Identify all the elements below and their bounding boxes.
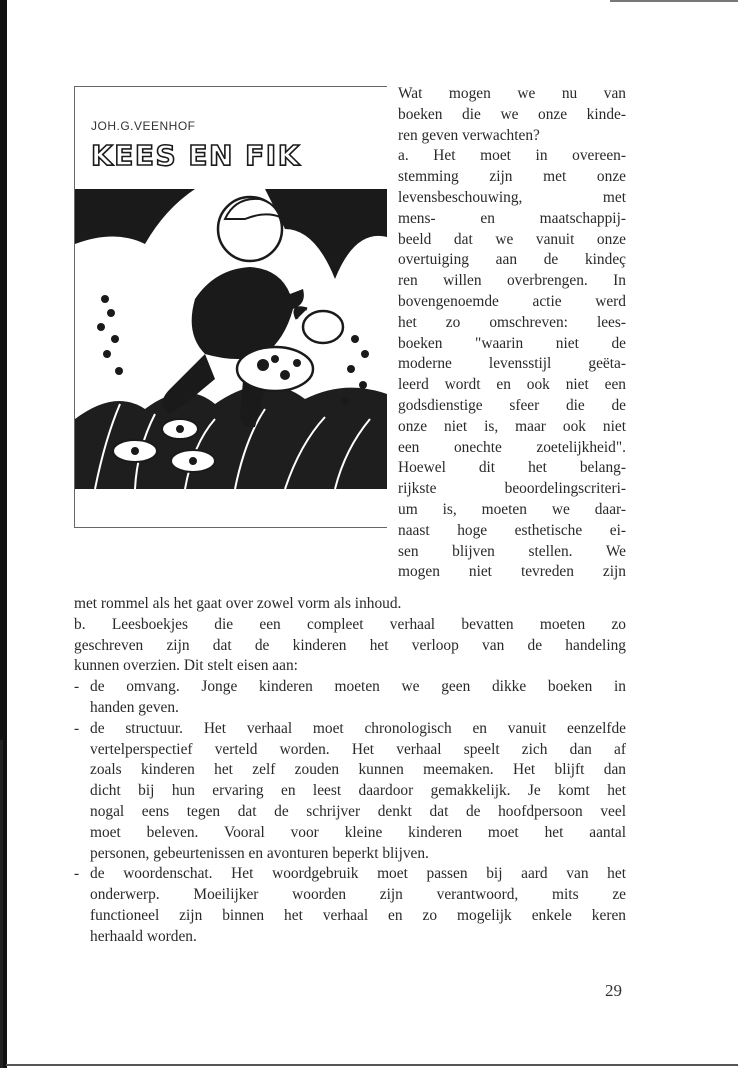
text-line: mogen niet tevreden zijn [398,563,626,581]
cover-illustration-boy-and-dog [75,189,387,489]
text-line [74,844,626,865]
text-line: um is, moeten we daar- [398,500,626,518]
bullet-dash: - [74,719,80,737]
line-text: met rommel als het gaat over zowel vorm als inhoud. [74,595,402,612]
text-line: beeld dat we vanuit onze [398,230,626,248]
line-text: herhaald worden. [90,927,197,945]
line-text: dicht bij hun ervaring en leest daardoor gemakkelijk. Je komt het [90,782,626,800]
text-line: mens- en maatschappij- [398,209,626,227]
line-text: nogal eens tegen dat de schrijver denkt dat de hoofdpersoon veel [90,802,626,820]
text-line: a. Het moet in overeen- [398,147,626,165]
text-line [74,802,626,823]
text-line: leerd wordt en ook niet een [398,376,626,394]
bullet-item-line [74,864,626,885]
text-line: levensbeschouwing, met [398,188,626,206]
cover-title: KEES EN FIK [91,139,301,172]
line-text: moet beleven. Vooral voor kleine kinderen moet het aantal [90,823,626,841]
text-line: godsdienstige sfeer die de [398,396,626,414]
book-cover-image [74,86,387,528]
scan-edge-left-lower [0,740,3,1068]
line-text: de omvang. Jonge kinderen moeten we geen dikke boeken in [90,678,626,696]
line-text: de woordenschat. Het woordgebruik moet passen bij aard van het [90,865,626,883]
text-line: ren willen overbrengen. In [398,272,626,290]
text-line [74,698,626,719]
line-text: kunnen overzien. Dit stelt eisen aan: [74,657,298,675]
page-number: 29 [605,981,622,1000]
text-line [74,594,626,615]
text-line [74,615,626,636]
text-line: stemming zijn met onze [398,168,626,186]
text-line [74,885,626,906]
line-text: geschreven zijn dat de kinderen het verloop van de handeling [74,636,626,654]
text-line: boeken die we onze kinde- [398,105,626,123]
text-line [74,906,626,927]
line-text: functioneel zijn binnen het verhaal en zo mogelijk enkele keren [90,906,626,924]
text-line [74,656,626,677]
text-line: ren geven verwachten? [398,126,540,144]
scan-edge-top [610,0,738,2]
text-line: rijkste beoordelingscriteri- [398,480,626,498]
text-line [74,760,626,781]
text-line: moderne levensstijl geëta- [398,355,626,373]
line-text: vertelperspectief verteld worden. Het verhaal speelt zich dan af [90,740,626,758]
text-line: Hoewel dit het belang- [398,459,626,477]
column-text [398,84,626,583]
text-line: overtuiging aan de kindeç [398,251,626,269]
text-line [74,781,626,802]
line-text: personen, gebeurtenissen en avonturen beperkt blijven. [90,844,429,862]
line-text: zoals kinderen het zelf zouden kunnen meemaken. Het blijft dan [90,761,626,779]
bullet-dash: - [74,678,80,696]
line-text: b. Leesboekjes die een compleet verhaal bevatten moeten zo [74,615,626,633]
text-line: het zo omschreven: lees- [398,313,626,331]
text-line [74,740,626,761]
text-line: boeken "waarin niet de [398,334,626,352]
text-line: sen blijven stellen. We [398,542,626,560]
text-line: naast hoge esthetische ei- [398,521,626,539]
cover-author: JOH.G.VEENHOF [91,119,196,133]
dark-sky-right [265,189,387,279]
text-line: bovengenoemde actie werd [398,292,626,310]
text-line [74,927,626,948]
text-line [74,636,626,657]
line-text: de structuur. Het verhaal moet chronologisch en vanuit eenzelfde [90,719,626,737]
dark-sky-left [75,189,195,244]
text-line [74,823,626,844]
scan-edge-bottom [6,1064,738,1066]
line-text: onderwerp. Moeilijker woorden zijn verantwoord, mits ze [90,886,626,904]
line-text: handen geven. [90,698,179,716]
full-width-text [74,594,626,948]
bullet-item-line [74,719,626,740]
text-line: Wat mogen we nu van [398,85,626,102]
text-line: onze niet is, maar ook niet [398,417,626,435]
bullet-dash: - [74,865,80,883]
text-line: een onechte zoetelijkheid". [398,438,626,456]
bullet-item-line [74,677,626,698]
